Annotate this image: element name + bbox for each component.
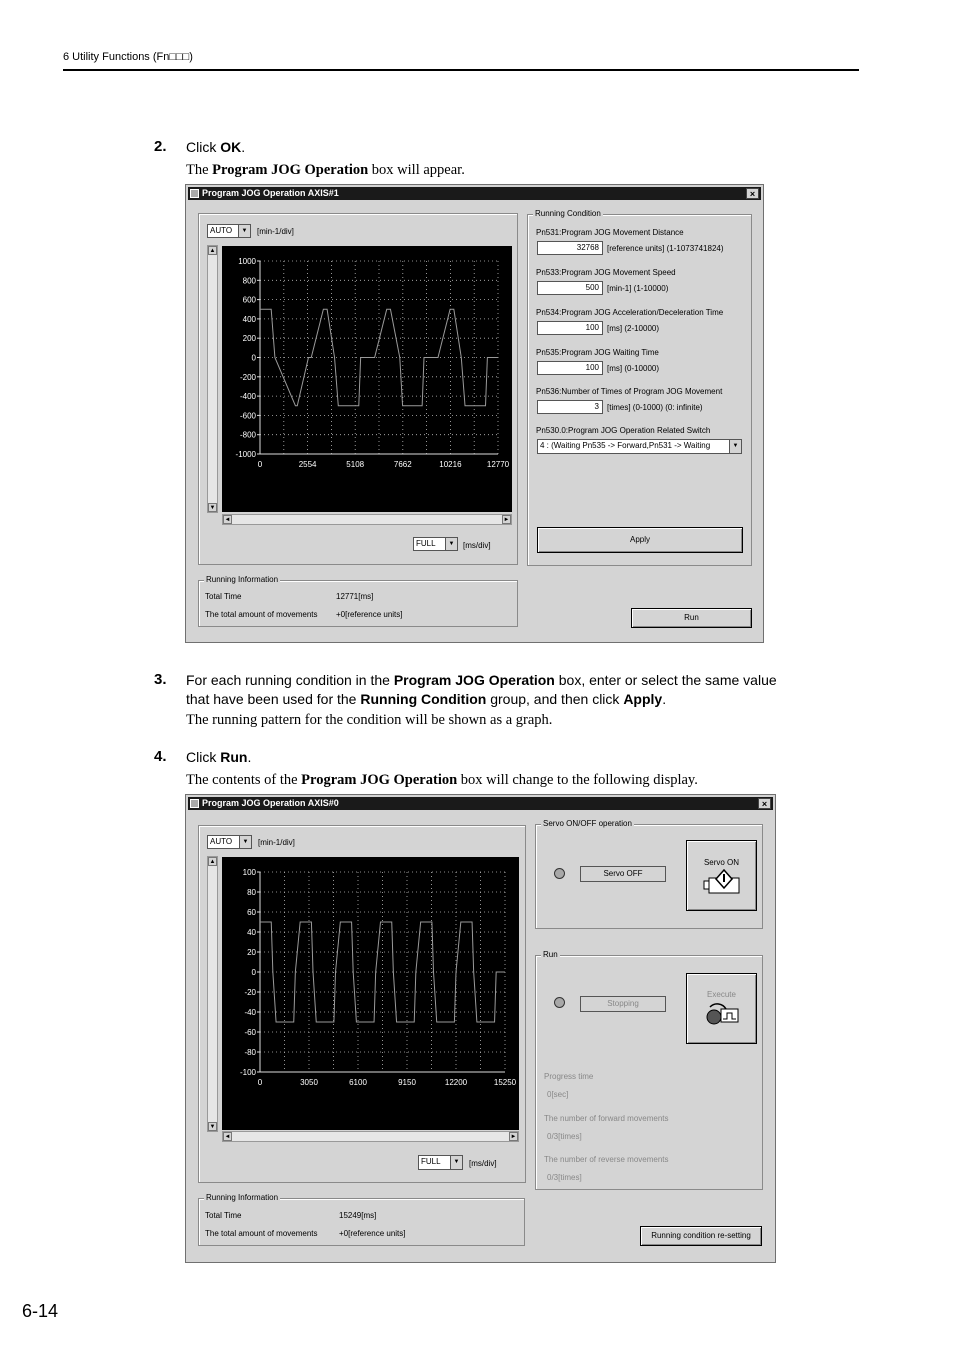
dialog1-close-button[interactable]: ×: [746, 188, 759, 199]
scroll-left-icon[interactable]: ◄: [224, 1134, 231, 1140]
dialog1-title: Program JOG Operation AXIS#1: [202, 188, 339, 198]
step-2-number: 2.: [154, 138, 167, 155]
servo-onoff-label: Servo ON/OFF operation: [543, 819, 632, 828]
running-condition-reset-button[interactable]: Running condition re-setting: [640, 1226, 762, 1246]
apply-button[interactable]: Apply: [537, 527, 743, 553]
reverse-movements-label: The number of reverse movements: [544, 1155, 669, 1164]
dialog1-titlebar: [188, 187, 761, 200]
vertical-scrollbar[interactable]: [207, 245, 218, 513]
execute-label: Execute: [707, 990, 736, 999]
y-tick-label: 80: [247, 888, 256, 897]
y-scale-combo[interactable]: [207, 224, 251, 238]
pn534-unit: [ms] (2-10000): [607, 324, 660, 333]
step-3-line2-mid: group, and then click: [486, 691, 624, 707]
run-status: Stopping: [580, 996, 666, 1012]
pn533-unit: [min-1] (1-10000): [607, 284, 669, 293]
dialog2-close-button[interactable]: ×: [758, 798, 771, 809]
x-scale-combo[interactable]: [418, 1155, 463, 1170]
x-tick-label: 5108: [346, 460, 365, 469]
total-time-label: Total Time: [205, 592, 242, 601]
total-time-value: 15249[ms]: [339, 1211, 377, 1220]
step-3-line1-prefix: For each running condition in the: [186, 672, 394, 688]
running-information-label: Running Information: [206, 1193, 279, 1202]
y-tick-label: -40: [244, 1008, 256, 1017]
pn530-switch-combo[interactable]: [537, 439, 742, 454]
step-2-action-bold: OK: [220, 139, 242, 155]
app-icon: [190, 799, 199, 808]
pn536-unit: [times] (0-1000) (0: infinite): [607, 403, 703, 412]
step-4-note-suffix: box will change to the following display.: [457, 772, 698, 788]
step-3-note: The running pattern for the condition will be shown as a graph.: [186, 712, 553, 728]
y-tick-label: 40: [247, 928, 256, 937]
step-4-action-suffix: .: [247, 749, 252, 765]
execute-button[interactable]: [686, 973, 757, 1044]
servo-onoff-group: [535, 819, 763, 929]
plot-area: [222, 246, 512, 512]
servo-on-label: Servo ON: [703, 858, 740, 867]
progress-time-value: 0[sec]: [547, 1090, 569, 1099]
y-tick-label: 600: [242, 295, 256, 305]
servo-on-button[interactable]: [686, 840, 757, 911]
pn534-label: Pn534:Program JOG Acceleration/Deceleration Time: [536, 308, 724, 317]
execute-icon: [700, 1001, 744, 1029]
y-tick-label: 20: [247, 948, 256, 957]
horizontal-scrollbar[interactable]: [222, 514, 512, 525]
x-unit-label: [ms/div]: [463, 541, 491, 550]
step-4-note-prefix: The contents of the: [186, 772, 302, 788]
x-unit-label: [ms/div]: [469, 1159, 497, 1168]
y-scale-combo[interactable]: [207, 835, 252, 849]
x-tick-label: 6100: [349, 1078, 367, 1087]
servo-status: Servo OFF: [580, 866, 666, 882]
step-3-line1-bold: Program JOG Operation: [393, 672, 555, 688]
scroll-down-icon[interactable]: ▼: [209, 1124, 216, 1130]
y-tick-label: -1000: [235, 450, 256, 459]
y-tick-label: 0: [251, 353, 256, 363]
progress-time-label: Progress time: [544, 1072, 594, 1081]
x-tick-label: 12770: [486, 460, 510, 469]
running-condition-group: [527, 209, 752, 566]
chevron-down-icon: ▼: [450, 1156, 462, 1169]
x-tick-label: 7662: [393, 460, 412, 469]
graph-group: [198, 213, 518, 565]
chevron-down-icon: ▼: [445, 538, 457, 550]
step-3-line2: [186, 691, 666, 707]
x-tick-label: 10216: [439, 460, 462, 469]
forward-movements-label: The number of forward movements: [544, 1114, 669, 1123]
plot-area: [222, 857, 519, 1130]
y-scale-value: AUTO: [210, 226, 233, 235]
y-tick-label: 400: [242, 314, 256, 324]
x-tick-label: 9150: [398, 1078, 416, 1087]
app-icon: [190, 189, 199, 198]
step-4-note: [186, 772, 698, 789]
total-time-value: 12771[ms]: [336, 592, 374, 601]
dialog2-title: Program JOG Operation AXIS#0: [202, 798, 339, 808]
pn535-unit: [ms] (0-10000): [607, 364, 660, 373]
step-2-action: [186, 139, 245, 155]
step-3-line2-prefix: that have been used for the: [186, 691, 361, 707]
x-tick-label: 12200: [444, 1078, 468, 1087]
header-rule: [63, 69, 859, 71]
chevron-down-icon: ▼: [729, 440, 741, 453]
run-group-label: Run: [543, 950, 558, 959]
run-led-icon: [554, 997, 565, 1008]
y-tick-label: -600: [239, 411, 256, 421]
y-tick-label: 1000: [238, 257, 256, 266]
pn530-label: Pn530.0:Program JOG Operation Related Switch: [536, 426, 711, 435]
reverse-movements-value: 0/3[times]: [547, 1173, 582, 1182]
pn536-label: Pn536:Number of Times of Program JOG Movement: [536, 387, 723, 396]
graph-group: [198, 825, 526, 1183]
pn535-input[interactable]: 100: [537, 361, 603, 375]
scroll-right-icon[interactable]: ►: [503, 517, 510, 523]
chevron-down-icon: ▼: [238, 225, 250, 237]
program-jog-dialog-axis0: [185, 794, 776, 1263]
pn531-input[interactable]: 32768: [537, 241, 603, 255]
step-4-action-bold: Run: [220, 749, 248, 765]
pn530-switch-value: 4 : (Waiting Pn535 -> Forward,Pn531 -> Waiting: [540, 441, 711, 450]
step-3-number: 3.: [154, 671, 167, 688]
vertical-scrollbar[interactable]: [207, 856, 218, 1132]
step-2-note-suffix: box will appear.: [368, 162, 465, 178]
y-tick-label: -80: [244, 1048, 256, 1057]
step-2-note: [186, 162, 465, 179]
pn533-input[interactable]: 500: [537, 281, 603, 295]
running-information-label: Running Information: [206, 575, 279, 584]
step-3-line2-suffix: .: [662, 691, 667, 707]
movements-label: The total amount of movements: [205, 1229, 318, 1238]
x-scale-value: FULL: [416, 539, 436, 548]
running-information-group: [198, 1193, 525, 1246]
scroll-left-icon[interactable]: ◄: [224, 517, 231, 523]
pn535-label: Pn535:Program JOG Waiting Time: [536, 348, 659, 357]
y-tick-label: 60: [247, 908, 256, 917]
run-button[interactable]: Run: [631, 608, 752, 628]
y-tick-label: -60: [244, 1028, 256, 1037]
x-tick-label: 0: [257, 460, 263, 469]
running-condition-label: Running Condition: [535, 209, 601, 218]
forward-movements-value: 0/3[times]: [547, 1132, 582, 1141]
scroll-right-icon[interactable]: ►: [510, 1134, 517, 1140]
pn531-unit: [reference units] (1-1073741824): [607, 244, 724, 253]
movements-value: +0[reference units]: [339, 1229, 406, 1238]
servo-motor-icon: [700, 869, 744, 897]
movements-value: +0[reference units]: [336, 610, 403, 619]
program-jog-dialog-axis1: [185, 184, 764, 643]
pn531-label: Pn531:Program JOG Movement Distance: [536, 228, 684, 237]
x-tick-label: 15250: [493, 1078, 517, 1087]
step-2-note-prefix: The: [186, 162, 213, 178]
x-tick-label: 0: [257, 1078, 263, 1087]
run-group: [535, 950, 763, 1190]
x-tick-label: 2554: [298, 460, 317, 469]
chevron-down-icon: ▼: [239, 836, 251, 848]
step-4-note-bold: Program JOG Operation: [301, 772, 458, 788]
step-3-line2-bold: Running Condition: [360, 691, 487, 707]
step-3-line1-suffix: box, enter or select the same value: [554, 672, 777, 688]
horizontal-scrollbar[interactable]: [222, 1131, 519, 1142]
x-tick-label: 3050: [300, 1078, 318, 1087]
y-tick-label: 200: [242, 334, 256, 344]
movements-label: The total amount of movements: [205, 610, 318, 619]
x-scale-combo[interactable]: [413, 537, 458, 551]
y-tick-label: 800: [242, 276, 256, 286]
step-2-action-prefix: Click: [186, 139, 221, 155]
y-unit-label: [min-1/div]: [257, 227, 294, 236]
y-tick-label: 0: [251, 968, 256, 977]
step-3-line2-bold2: Apply: [623, 691, 663, 707]
scroll-up-icon[interactable]: ▲: [209, 248, 216, 254]
y-tick-label: -20: [244, 988, 256, 997]
y-tick-label: -400: [239, 392, 256, 402]
step-3-line1: [186, 672, 777, 688]
y-tick-label: -800: [239, 430, 256, 440]
dialog2-titlebar: [188, 797, 773, 810]
y-tick-label: -100: [239, 1068, 256, 1077]
step-4-action: [186, 749, 251, 765]
section-header: 6 Utility Functions (Fn□□□): [63, 51, 193, 63]
total-time-label: Total Time: [205, 1211, 242, 1220]
scroll-down-icon[interactable]: ▼: [209, 505, 216, 511]
step-4-number: 4.: [154, 748, 167, 765]
servo-led-icon: [554, 868, 565, 879]
scroll-up-icon[interactable]: ▲: [209, 859, 216, 865]
pn533-label: Pn533:Program JOG Movement Speed: [536, 268, 676, 277]
jog-chart-1: [222, 246, 512, 512]
y-tick-label: -200: [239, 372, 256, 382]
pn534-input[interactable]: 100: [537, 321, 603, 335]
y-scale-value: AUTO: [210, 837, 233, 846]
y-tick-label: 100: [242, 868, 256, 877]
step-2-note-bold: Program JOG Operation: [212, 162, 369, 178]
step-2-action-suffix: .: [241, 139, 246, 155]
y-unit-label: [min-1/div]: [258, 838, 295, 847]
step-4-action-prefix: Click: [186, 749, 221, 765]
page-number: 6-14: [22, 1301, 59, 1321]
x-scale-value: FULL: [421, 1157, 441, 1166]
pn536-input[interactable]: 3: [537, 400, 603, 414]
jog-chart-2: [222, 857, 519, 1130]
running-information-group: [198, 575, 518, 627]
